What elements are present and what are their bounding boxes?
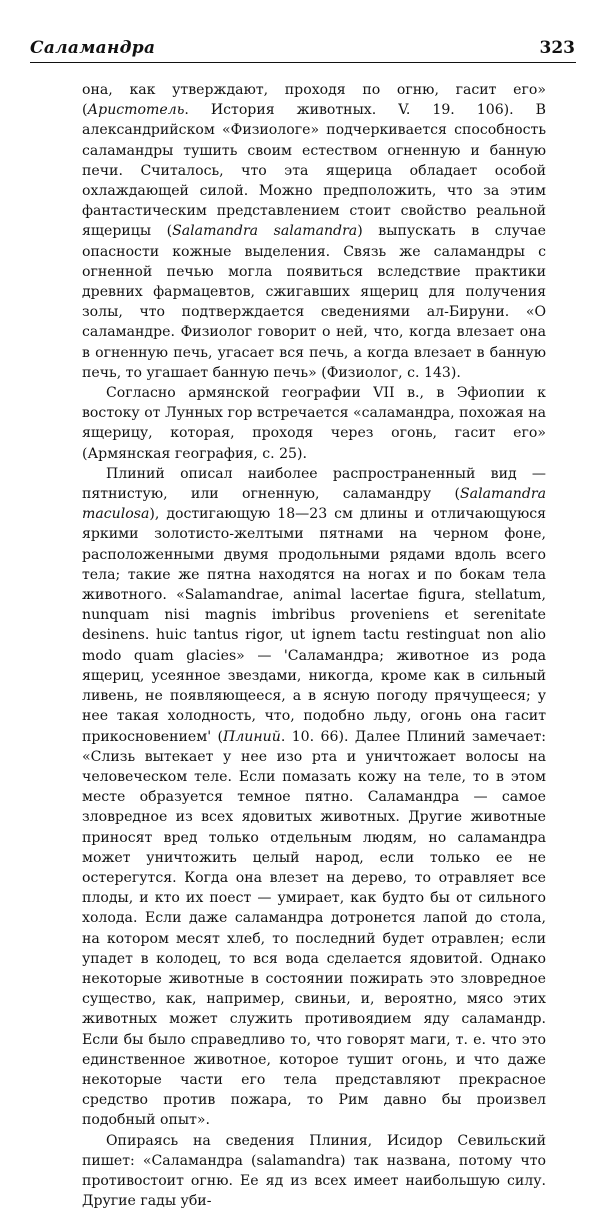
header-rule xyxy=(30,62,576,63)
italic-text: Salamandra salamandra xyxy=(172,223,358,240)
italic-text: Salamandra maculosa xyxy=(82,486,546,523)
text-run: Плиний описал наиболее распространенный вид — пятнистую, или огненную, саламандру ( xyxy=(82,465,546,503)
running-head xyxy=(30,38,575,60)
text-run: ), достигающую 18—23 см длины и отличающуюся яркими золотисто-желтыми пятнами на черном фоне, расположенными двумя продольными рядами вдоль всего тела; такие же пятна находятся на ногах и по бокам тела животного. «Salamandrae, animal lacertae figura, stellatum, nunquam nisi magnis imbribus proveniens et serenitate desinens. huic tantus rigor, ut ignem tactu restinguat non alio modo quam glacies» — 'Саламандра; животное из рода ящериц, усеянное звездами, никогда, кроме как в сильный ливень, не появляющееся, а в ясную погоду прячущееся; у нее такая холодность, что, подобно льду, огонь она гасит прикосновением' ( xyxy=(82,506,546,745)
body-text xyxy=(82,80,546,1211)
text-run: она, как утверждают, проходя по огню, гасит его» ( xyxy=(82,82,546,119)
running-title: Саламандра xyxy=(30,38,156,58)
paragraph xyxy=(82,80,546,383)
italic-text: Плиний xyxy=(223,728,281,745)
text-run: . История животных. V. 19. 106). В александрийском «Физиологе» подчеркивается способность саламандры тушить своим естеством огненную и банную печи. Считалось, что эта ящерица обладает особой охлаждающей силой. Можно предположить, что за этим фантастическим представлением стоит свойство реальной ящерицы ( xyxy=(82,102,546,240)
text-run: . 10. 66). Далее Плиний замечает: «Слизь вытекает у нее изо рта и уничтожает волосы на человеческом теле. Если помазать кожу на теле, то в этом месте образуется темное пятно. Саламандра — самое зловредное из всех ядовитых животных. Другие животные приносят вред только отдельным людям, но саламандра может уничтожить целый народ, если только ее не остерегутся. Когда она влезет на дерево, то отравляет все плоды, и кто их поест — умирает, как будто бы от сильного холода. Если даже саламандра дотронется лапой до стола, на котором месят хлеб, то последний будет отравлен; если упадет в колодец, то вся вода сделается ядовитой. Однако некоторые животные в состоянии пожирать это зловредное существо, как, например, свиньи, и, вероятно, мясо этих животных может служить противоядием яду саламандр. Если бы было справедливо то, что говорят маги, т. е. что это единственное животное, которое тушит огонь, и что даже некоторые части его тела представляют прекрасное средство против пожара, то Рим давно бы произвел подобный опыт». xyxy=(82,728,546,1129)
paragraph xyxy=(82,464,546,1131)
italic-text: Аристотель xyxy=(87,102,185,119)
text-run: Согласно армянской географии VII в., в Эфиопии к востоку от Лунных гор встречается «саламандра, похожая на ящерицу, которая, проходя через огонь, гасит его» (Армянская география, с. 25). xyxy=(82,385,546,462)
text-run: ) выпускать в случае опасности кожные выделения. Связь же саламандры с огненной печью могла появиться вследствие практики древних фармацевтов, сжигавших ящериц для получения золы, что подтверждается сведениями ал-Бируни. «О саламандре. Физиолог говорит о ней, что, когда влезает она в огненную печь, угасает вся печь, а когда влезает в банную печь, то угашает банную печь» (Физиолог, с. 143). xyxy=(82,223,546,381)
text-run: Опираясь на сведения Плиния, Исидор Севильский пишет: «Саламандра (salamandra) так названа, потому что противостоит огню. Ее яд из всех имеет наибольшую силу. Другие гады уби- xyxy=(82,1132,546,1210)
paragraph xyxy=(82,383,546,464)
page-number: 323 xyxy=(539,38,575,58)
paragraph xyxy=(82,1131,546,1211)
